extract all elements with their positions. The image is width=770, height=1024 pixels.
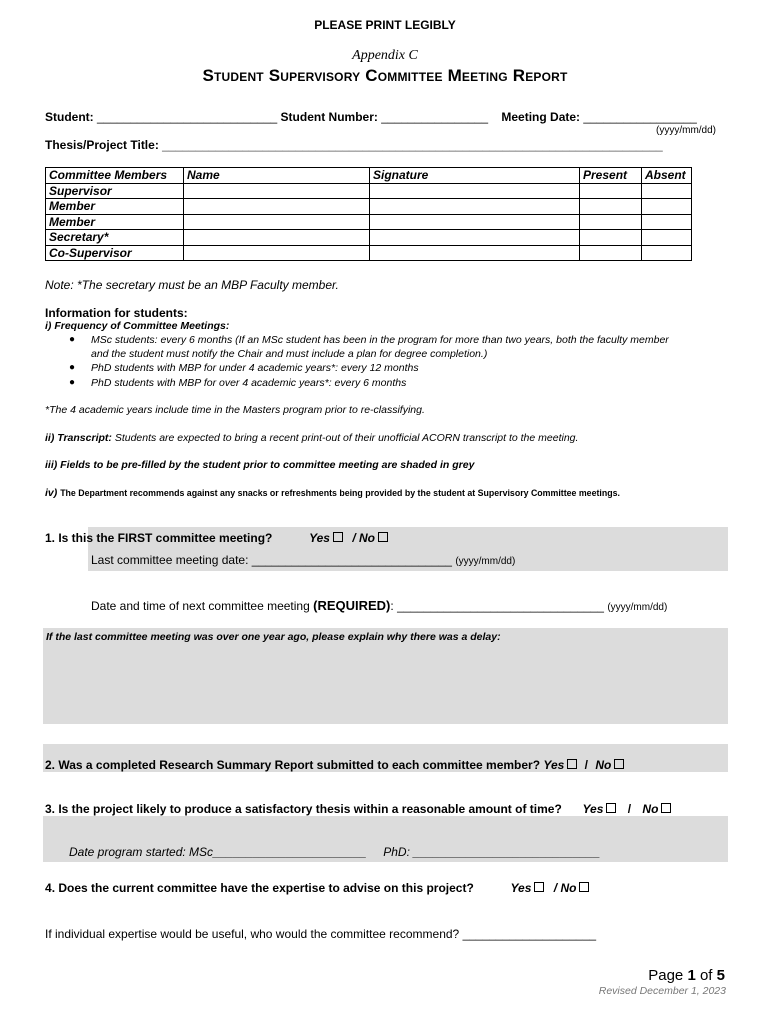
next-meeting-field[interactable]: _______________________________ bbox=[397, 599, 604, 613]
print-legibly-note: PLEASE PRINT LEGIBLY bbox=[314, 18, 456, 32]
table-header-row bbox=[46, 168, 692, 184]
snacks-text: The Department recommends against any snacks or refreshments being provided by the student at Supervisory Committee meetings. bbox=[60, 488, 620, 498]
table-row bbox=[46, 245, 692, 261]
next-meeting-colon: : bbox=[390, 599, 394, 613]
page-total: 5 bbox=[716, 967, 725, 984]
role-co-supervisor: Co-Supervisor bbox=[46, 245, 184, 261]
frequency-heading: i) Frequency of Committee Meetings: bbox=[45, 320, 230, 332]
next-meeting-line bbox=[91, 598, 667, 613]
document-title: Student Supervisory Committee Meeting Report bbox=[202, 66, 568, 85]
next-meeting-label: Date and time of next committee meeting bbox=[91, 599, 314, 613]
bullet-dot: ● bbox=[69, 334, 76, 345]
q1-no-checkbox[interactable] bbox=[378, 532, 388, 542]
table-row bbox=[46, 214, 692, 230]
q3-line bbox=[45, 802, 671, 816]
revised-date: Revised December 1, 2023 bbox=[598, 985, 726, 997]
q4-text: . Does the current committee have the expertise to advise on this project? bbox=[51, 881, 474, 895]
q2-no-label: No bbox=[595, 758, 612, 772]
transcript-line bbox=[45, 432, 578, 444]
header-committee-members: Committee Members bbox=[46, 168, 184, 184]
signature-cell[interactable] bbox=[370, 214, 580, 230]
program-start-line bbox=[69, 845, 600, 859]
last-meeting-label: Last committee meeting date: bbox=[91, 553, 249, 567]
msc-start-label: Date program started: MSc bbox=[69, 845, 214, 859]
q1-no-label: No bbox=[359, 531, 375, 545]
expertise-field[interactable]: ____________________ bbox=[462, 927, 597, 941]
absent-cell[interactable] bbox=[642, 230, 692, 246]
role-member: Member bbox=[46, 199, 184, 215]
q2-slash: / bbox=[584, 758, 588, 772]
present-cell[interactable] bbox=[580, 214, 642, 230]
signature-cell[interactable] bbox=[370, 183, 580, 199]
q2-yes-checkbox[interactable] bbox=[567, 759, 577, 769]
name-cell[interactable] bbox=[184, 199, 370, 215]
q2-line bbox=[45, 758, 624, 772]
bullet-phd-under: PhD students with MBP for under 4 academic years*: every 12 months bbox=[91, 362, 419, 374]
page-current: 1 bbox=[687, 967, 696, 984]
student-number-field[interactable]: ________________ bbox=[381, 110, 489, 124]
q3-yes-checkbox[interactable] bbox=[606, 803, 616, 813]
q4-yes-label: Yes bbox=[510, 881, 532, 895]
bullet-phd-over: PhD students with MBP for over 4 academic years*: every 6 months bbox=[91, 377, 407, 389]
role-supervisor: Supervisor bbox=[46, 183, 184, 199]
q2-yes-label: Yes bbox=[543, 758, 565, 772]
page-of-word: of bbox=[699, 967, 713, 984]
last-meeting-format: (yyyy/mm/dd) bbox=[455, 556, 516, 567]
header-present: Present bbox=[580, 168, 642, 184]
signature-cell[interactable] bbox=[370, 230, 580, 246]
page-word: Page bbox=[648, 967, 684, 984]
q3-no-label: No bbox=[642, 802, 659, 816]
q1-slash: / bbox=[352, 531, 356, 545]
header-name: Name bbox=[184, 168, 370, 184]
transcript-text: Students are expected to bring a recent print-out of their unofficial ACORN transcript to the meeting. bbox=[114, 432, 579, 444]
q4-line bbox=[45, 881, 589, 895]
next-meeting-format: (yyyy/mm/dd) bbox=[607, 602, 668, 613]
bullet-msc-cont: and the student must notify the Chair and must include a plan for degree completion.) bbox=[91, 348, 488, 360]
name-cell[interactable] bbox=[184, 214, 370, 230]
q1-yes-label: Yes bbox=[309, 531, 330, 545]
absent-cell[interactable] bbox=[642, 245, 692, 261]
present-cell[interactable] bbox=[580, 245, 642, 261]
academic-years-footnote: *The 4 academic years include time in the Masters program prior to re-classifying. bbox=[45, 404, 425, 416]
q2-no-checkbox[interactable] bbox=[614, 759, 624, 769]
bullet-msc: MSc students: every 6 months (If an MSc student has been in the program for more than two years, both the faculty member bbox=[91, 334, 669, 346]
absent-cell[interactable] bbox=[642, 214, 692, 230]
q4-slash: / bbox=[553, 881, 558, 895]
expertise-prompt: If individual expertise would be useful, who would the committee recommend? bbox=[45, 927, 460, 941]
msc-start-field[interactable]: _______________________ bbox=[213, 845, 367, 859]
role-secretary: Secretary* bbox=[46, 230, 184, 246]
q4-yes-checkbox[interactable] bbox=[534, 882, 544, 892]
student-label: Student: bbox=[45, 110, 94, 124]
q3-text: 3. Is the project likely to produce a satisfactory thesis within a reasonable amount of time? bbox=[45, 802, 562, 816]
page-number bbox=[648, 967, 725, 984]
appendix-label: Appendix C bbox=[352, 48, 418, 63]
expertise-line bbox=[45, 927, 596, 941]
q1-line bbox=[45, 531, 388, 545]
meeting-date-label: Meeting Date: bbox=[501, 110, 581, 124]
table-row bbox=[46, 183, 692, 199]
table-row bbox=[46, 230, 692, 246]
present-cell[interactable] bbox=[580, 199, 642, 215]
q1-text: 1. Is this the FIRST committee meeting? bbox=[45, 531, 273, 545]
present-cell[interactable] bbox=[580, 230, 642, 246]
thesis-title-label: Thesis/Project Title: bbox=[45, 138, 159, 152]
signature-cell[interactable] bbox=[370, 245, 580, 261]
bullet-dot: ● bbox=[69, 362, 76, 373]
student-field[interactable]: ___________________________ bbox=[97, 110, 278, 124]
committee-table bbox=[45, 167, 692, 261]
q3-slash: / bbox=[627, 802, 632, 816]
header-signature: Signature bbox=[370, 168, 580, 184]
transcript-label: ii) Transcript: bbox=[45, 432, 112, 444]
absent-cell[interactable] bbox=[642, 183, 692, 199]
name-cell[interactable] bbox=[184, 183, 370, 199]
q4-number: 4 bbox=[45, 881, 52, 895]
role-member: Member bbox=[46, 214, 184, 230]
thesis-line bbox=[45, 138, 663, 152]
phd-start-label: PhD: bbox=[383, 845, 410, 859]
absent-cell[interactable] bbox=[642, 199, 692, 215]
present-cell[interactable] bbox=[580, 183, 642, 199]
phd-start-field[interactable]: ____________________________ bbox=[413, 845, 601, 859]
student-line bbox=[45, 110, 697, 124]
q3-no-checkbox[interactable] bbox=[661, 803, 671, 813]
signature-cell[interactable] bbox=[370, 199, 580, 215]
q2-text: 2. Was a completed Research Summary Report submitted to each committee member? bbox=[45, 758, 541, 772]
fields-shaded-note: iii) Fields to be pre-filled by the student prior to committee meeting are shaded in grey bbox=[45, 459, 475, 471]
student-number-label: Student Number: bbox=[280, 110, 378, 124]
meeting-date-format: (yyyy/mm/dd) bbox=[656, 125, 716, 136]
snacks-line bbox=[45, 487, 620, 499]
name-cell[interactable] bbox=[184, 230, 370, 246]
q3-yes-label: Yes bbox=[582, 802, 604, 816]
secretary-note: Note: *The secretary must be an MBP Faculty member. bbox=[45, 278, 339, 292]
delay-prompt: If the last committee meeting was over one year ago, please explain why there was a delay: bbox=[46, 631, 501, 643]
last-meeting-field[interactable]: ______________________________ bbox=[251, 553, 452, 567]
snacks-label: iv) bbox=[45, 487, 58, 499]
last-meeting-line bbox=[91, 553, 515, 567]
thesis-title-field[interactable]: ___________________________________________________________________________ bbox=[162, 138, 663, 152]
meeting-date-field[interactable]: _________________ bbox=[583, 110, 697, 124]
header-absent: Absent bbox=[642, 168, 692, 184]
q1-yes-checkbox[interactable] bbox=[333, 532, 343, 542]
name-cell[interactable] bbox=[184, 245, 370, 261]
info-heading: Information for students: bbox=[45, 306, 188, 320]
q4-no-label: No bbox=[560, 881, 577, 895]
bullet-dot: ● bbox=[69, 377, 76, 388]
table-row bbox=[46, 199, 692, 215]
required-label: (REQUIRED) bbox=[313, 598, 391, 613]
q4-no-checkbox[interactable] bbox=[579, 882, 589, 892]
